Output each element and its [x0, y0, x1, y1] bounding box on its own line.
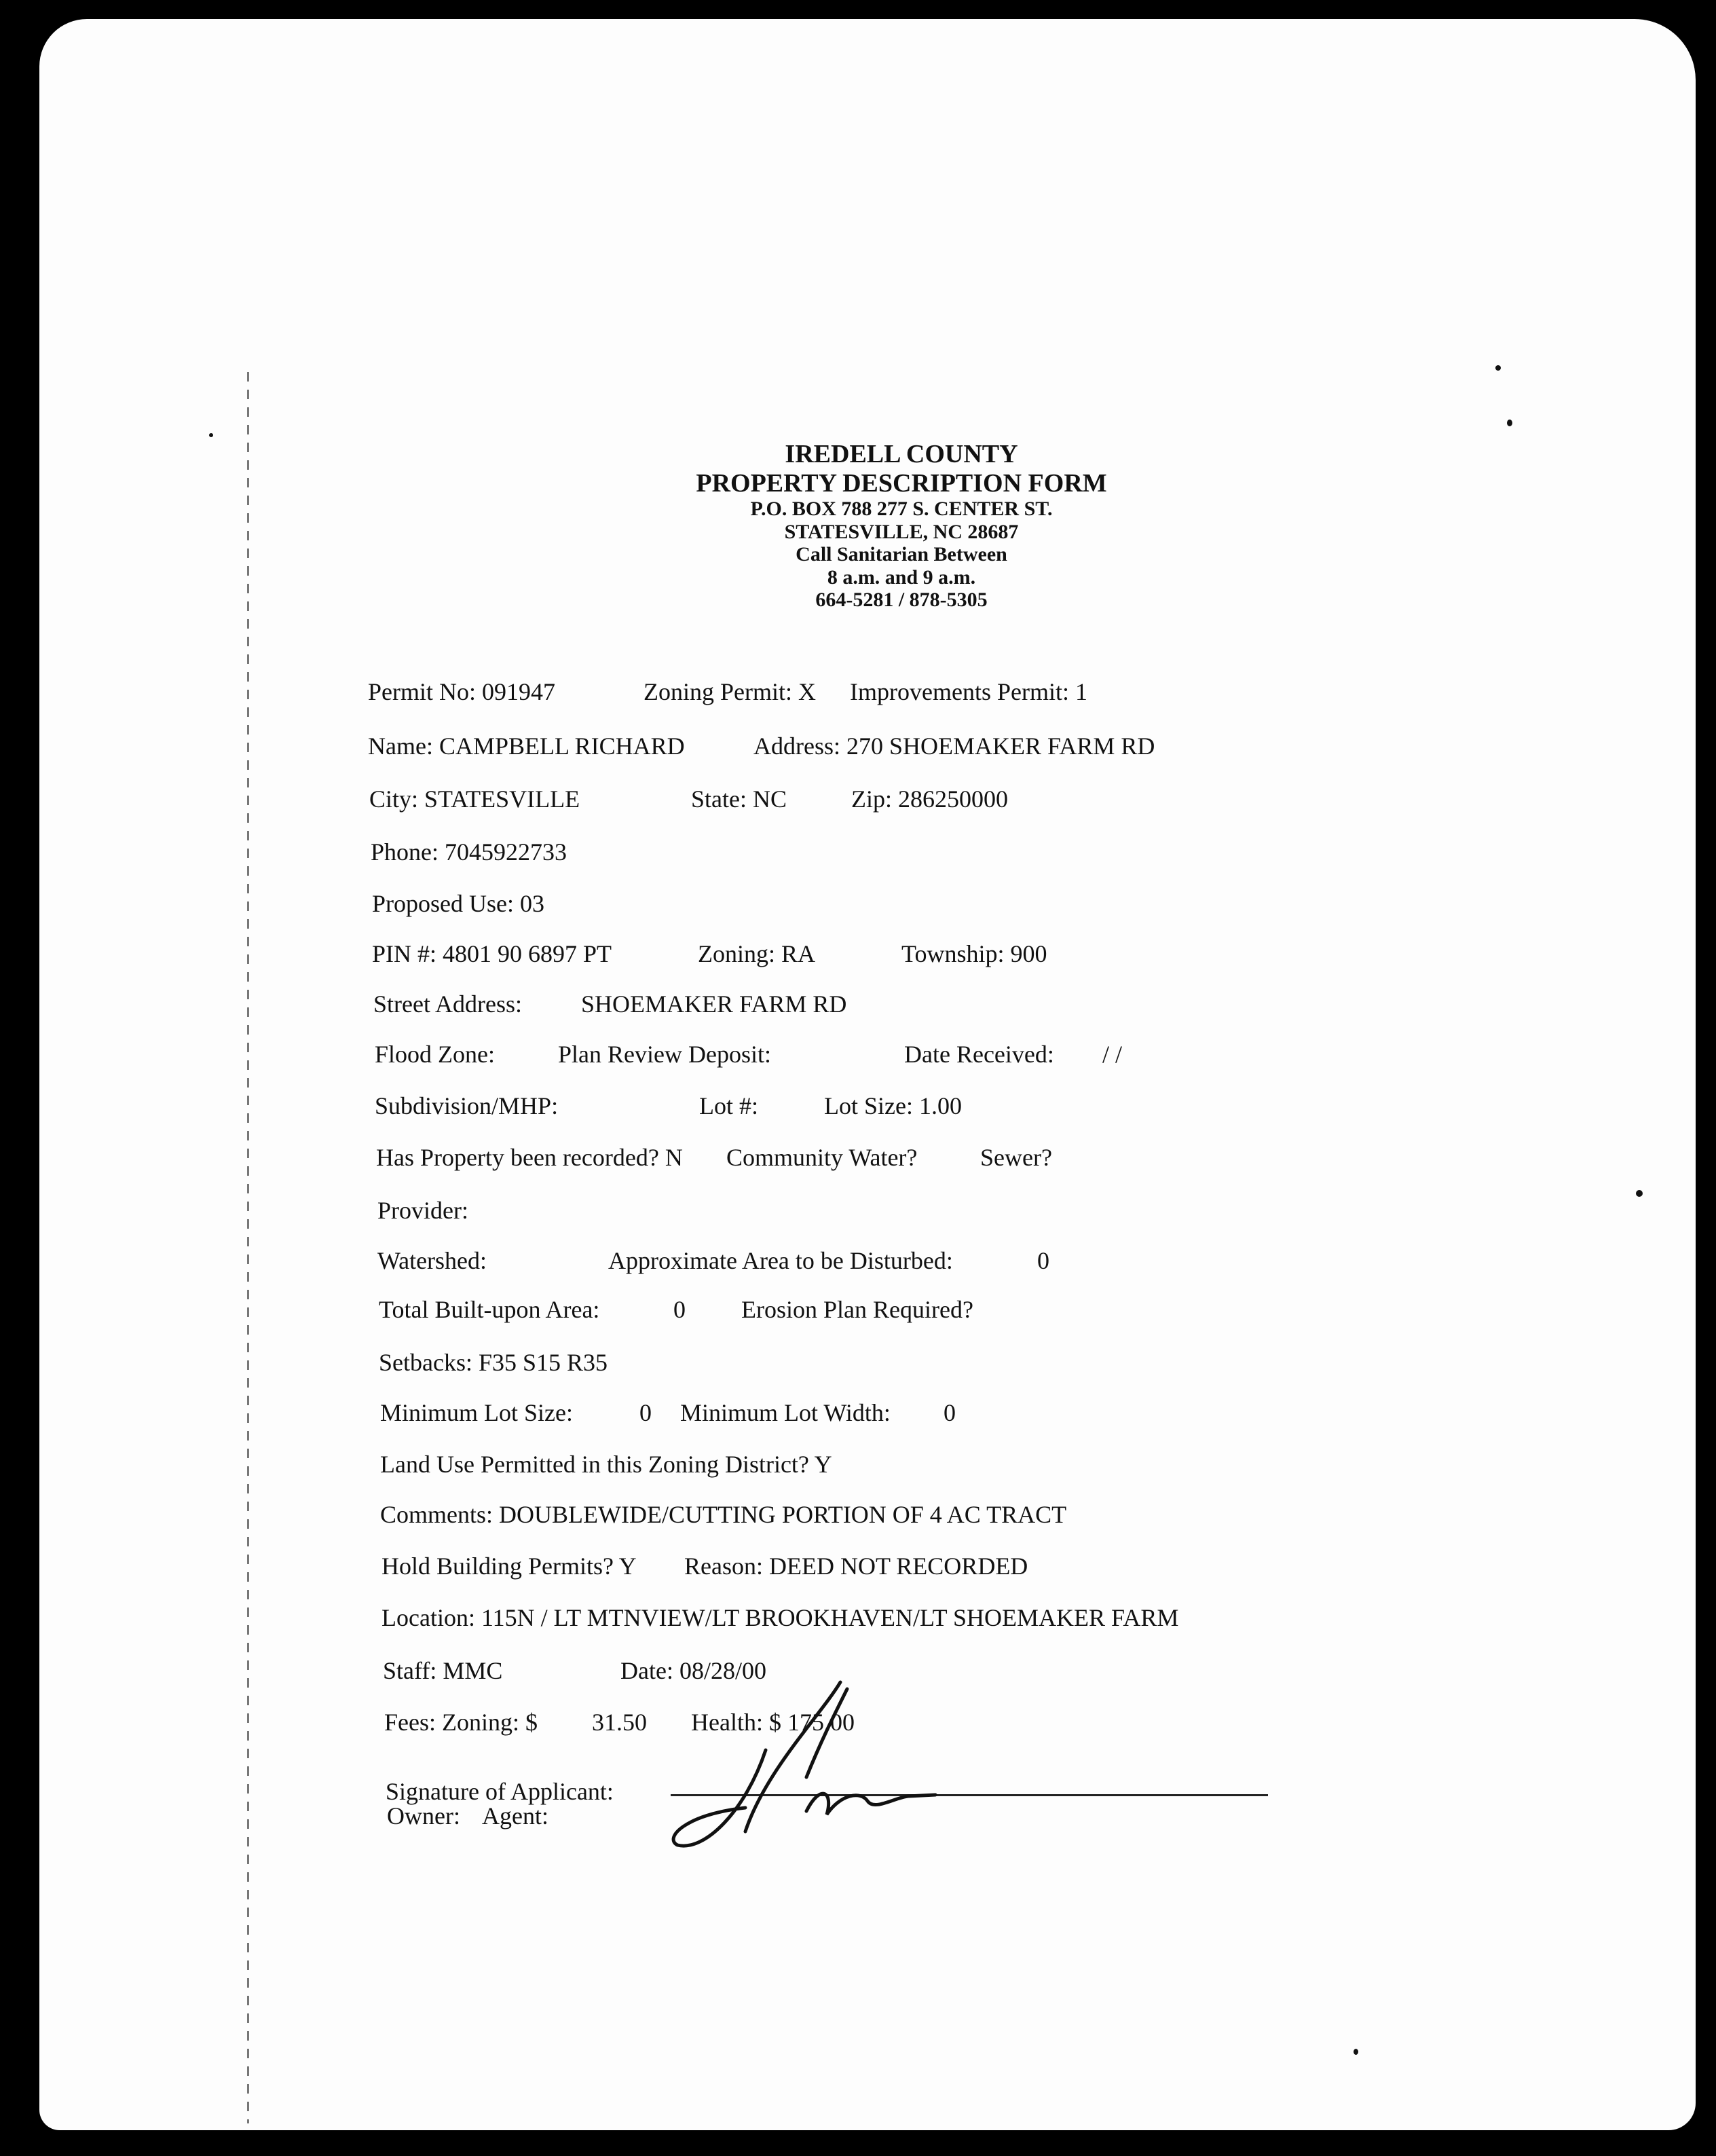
scan-speck — [209, 433, 213, 437]
fees-health: Health: $ 175.00 — [691, 1709, 855, 1736]
street-address-value: SHOEMAKER FARM RD — [581, 990, 847, 1018]
improvements-permit: Improvements Permit: 1 — [850, 678, 1087, 705]
lot-number: Lot #: — [699, 1092, 758, 1119]
permit-number: Permit No: 091947 — [368, 678, 555, 705]
county-title: IREDELL COUNTY — [785, 440, 1018, 468]
signature-label: Signature of Applicant: — [386, 1778, 614, 1805]
pin-number: PIN #: 4801 90 6897 PT — [372, 940, 612, 967]
applicant-address: Address: 270 SHOEMAKER FARM RD — [753, 732, 1155, 760]
date-received-value: / / — [1102, 1041, 1123, 1068]
call-hours-line1: Call Sanitarian Between — [796, 543, 1007, 566]
scan-speck — [1495, 365, 1501, 371]
property-recorded: Has Property been recorded? N — [376, 1144, 683, 1171]
flood-zone: Flood Zone: — [375, 1041, 495, 1068]
erosion-plan: Erosion Plan Required? — [741, 1296, 973, 1323]
setbacks: Setbacks: F35 S15 R35 — [379, 1349, 608, 1376]
form-title: PROPERTY DESCRIPTION FORM — [696, 468, 1107, 498]
sewer: Sewer? — [980, 1144, 1052, 1171]
township: Township: 900 — [901, 940, 1047, 967]
hold-reason: Reason: DEED NOT RECORDED — [684, 1553, 1028, 1580]
plan-review-deposit: Plan Review Deposit: — [558, 1041, 771, 1068]
zip: Zip: 286250000 — [851, 785, 1008, 813]
lot-size: Lot Size: 1.00 — [824, 1092, 962, 1119]
document-page — [39, 19, 1696, 2130]
area-disturbed-value: 0 — [1037, 1247, 1049, 1274]
min-lot-size-value: 0 — [639, 1399, 652, 1426]
scan-edge-line — [247, 372, 249, 2123]
area-disturbed-label: Approximate Area to be Disturbed: — [608, 1247, 953, 1274]
scan-speck — [1507, 420, 1512, 426]
form-header — [603, 440, 1200, 612]
phone: Phone: 7045922733 — [371, 838, 567, 866]
community-water: Community Water? — [726, 1144, 918, 1171]
proposed-use: Proposed Use: 03 — [372, 890, 544, 917]
land-use-permitted: Land Use Permitted in this Zoning District? Y — [380, 1451, 832, 1478]
call-hours-line2: 8 a.m. and 9 a.m. — [827, 565, 976, 589]
office-phones: 664-5281 / 878-5305 — [815, 589, 988, 612]
office-city: STATESVILLE, NC 28687 — [784, 520, 1019, 543]
min-lot-width-value: 0 — [944, 1399, 956, 1426]
scan-speck — [1354, 2049, 1358, 2055]
scan-speck — [1636, 1190, 1643, 1197]
min-lot-width-label: Minimum Lot Width: — [680, 1399, 891, 1426]
comments: Comments: DOUBLEWIDE/CUTTING PORTION OF 4 AC TRACT — [380, 1501, 1067, 1528]
applicant-name: Name: CAMPBELL RICHARD — [368, 732, 685, 760]
staff: Staff: MMC — [383, 1657, 503, 1684]
subdivision: Subdivision/MHP: — [375, 1092, 559, 1119]
street-address-label: Street Address: — [373, 990, 522, 1018]
applicant-signature — [664, 1675, 949, 1859]
office-address: P.O. BOX 788 277 S. CENTER ST. — [750, 498, 1053, 521]
date-received-label: Date Received: — [904, 1041, 1054, 1068]
zoning: Zoning: RA — [698, 940, 816, 967]
built-upon-label: Total Built-upon Area: — [379, 1296, 600, 1323]
agent-label: Agent: — [482, 1802, 548, 1829]
built-upon-value: 0 — [673, 1296, 686, 1323]
state: State: NC — [691, 785, 787, 813]
watershed: Watershed: — [377, 1247, 487, 1274]
fees-zoning-value: 31.50 — [592, 1709, 647, 1736]
city: City: STATESVILLE — [369, 785, 580, 813]
location: Location: 115N / LT MTNVIEW/LT BROOKHAVEN/LT SHOEMAKER FARM — [381, 1604, 1179, 1631]
provider: Provider: — [377, 1197, 468, 1224]
fees-zoning-label: Fees: Zoning: $ — [384, 1709, 538, 1736]
min-lot-size-label: Minimum Lot Size: — [380, 1399, 573, 1426]
owner-label: Owner: — [387, 1802, 460, 1829]
zoning-permit: Zoning Permit: X — [644, 678, 816, 705]
date: Date: 08/28/00 — [620, 1657, 766, 1684]
hold-building-permits: Hold Building Permits? Y — [381, 1553, 637, 1580]
